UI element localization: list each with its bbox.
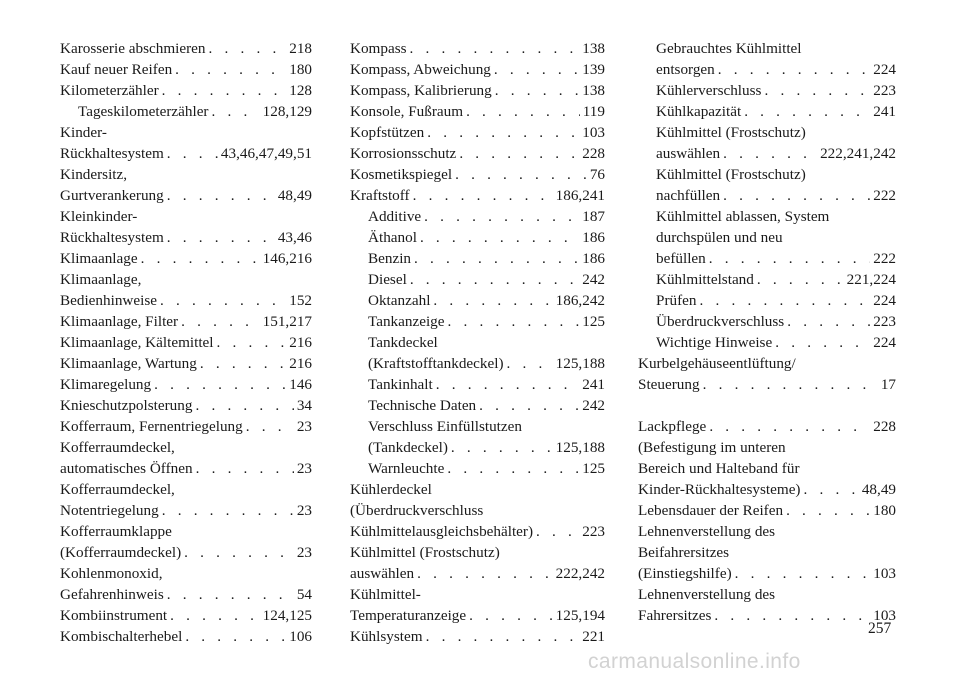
index-entry — [60, 584, 312, 605]
dot-leader — [410, 269, 579, 290]
index-term: Kühlmittel ablassen, System — [656, 208, 830, 225]
dot-leader — [170, 605, 259, 626]
index-entry — [638, 101, 896, 122]
dot-leader — [723, 185, 870, 206]
index-page-ref: 23 — [296, 502, 312, 519]
dot-leader — [212, 101, 260, 122]
dot-leader — [536, 521, 579, 542]
index-term: Kühlerdeckel — [350, 481, 432, 498]
index-entry — [350, 542, 605, 563]
index-entry — [350, 248, 605, 269]
index-page-ref: 103 — [582, 124, 605, 141]
index-page-ref: 186 — [582, 229, 605, 246]
index-entry — [60, 500, 312, 521]
index-entry — [350, 374, 605, 395]
index-term: Rückhaltesystem — [60, 229, 164, 246]
index-entry — [350, 563, 605, 584]
index-page-ref: 180 — [289, 61, 312, 78]
index-page-ref: 23 — [296, 460, 312, 477]
index-term: (Tankdeckel) — [368, 439, 448, 456]
dot-leader — [414, 248, 579, 269]
index-entry — [350, 416, 605, 437]
index-page-ref: 222 — [873, 250, 896, 267]
index-term: (Einstiegshilfe) — [638, 565, 732, 582]
index-term: Prüfen — [656, 292, 697, 309]
index-page-ref: 224 — [873, 334, 896, 351]
dot-leader — [217, 332, 287, 353]
index-page-ref: 152 — [289, 292, 312, 309]
index-term: Gurtverankerung — [60, 187, 164, 204]
dot-leader — [184, 542, 294, 563]
dot-leader — [744, 101, 870, 122]
index-term: auswählen — [656, 145, 721, 162]
index-page-ref: 228 — [582, 145, 605, 162]
index-entry — [638, 605, 896, 626]
dot-leader — [786, 500, 870, 521]
dot-leader — [775, 332, 870, 353]
index-term: Kompass — [350, 40, 407, 57]
index-page-ref: 221 — [582, 628, 605, 645]
index-entry — [638, 38, 896, 59]
index-term: Benzin — [368, 250, 412, 267]
index-entry — [350, 437, 605, 458]
index-term: Bereich und Halteband für — [638, 460, 800, 477]
index-entry — [638, 521, 896, 542]
dot-leader — [709, 248, 870, 269]
index-term: durchspülen und neu — [656, 229, 783, 246]
index-page-ref: 241 — [873, 103, 896, 120]
index-term: nachfüllen — [656, 187, 721, 204]
index-page-ref: 228 — [873, 418, 896, 435]
dot-leader — [455, 164, 587, 185]
index-entry — [638, 206, 896, 227]
dot-leader — [757, 269, 844, 290]
index-term: Kühlmittel (Frostschutz) — [656, 124, 806, 141]
index-entry — [60, 626, 312, 647]
index-page-ref: 139 — [582, 61, 605, 78]
index-page-ref: 222 — [873, 187, 896, 204]
index-entry — [60, 479, 312, 500]
dot-leader — [162, 500, 294, 521]
index-entry — [350, 227, 605, 248]
index-term: Korrosionsschutz — [350, 145, 457, 162]
dot-leader — [420, 227, 579, 248]
index-entry — [60, 437, 312, 458]
dot-leader — [479, 395, 579, 416]
index-term: Fahrersitzes — [638, 607, 712, 624]
index-term: Tankinhalt — [368, 376, 433, 393]
dot-leader — [426, 626, 580, 647]
index-page-ref: 186,242 — [555, 292, 605, 309]
index-entry — [638, 563, 896, 584]
dot-leader — [185, 626, 286, 647]
dot-leader — [723, 143, 817, 164]
index-entry — [60, 605, 312, 626]
index-term: Kombischalterhebel — [60, 628, 183, 645]
index-term: Kühlsystem — [350, 628, 423, 645]
dot-leader — [451, 437, 553, 458]
page-number: 257 — [868, 620, 892, 637]
index-entry — [60, 269, 312, 290]
index-page-ref: 138 — [582, 82, 605, 99]
index-page-ref: 125 — [582, 460, 605, 477]
dot-leader — [507, 353, 553, 374]
index-entry — [638, 227, 896, 248]
index-term: Oktanzahl — [368, 292, 431, 309]
dot-leader — [494, 59, 579, 80]
index-entry — [638, 80, 896, 101]
dot-leader — [714, 605, 870, 626]
index-page-ref: 151,217 — [262, 313, 312, 330]
index-column-2 — [350, 38, 605, 647]
dot-leader — [436, 374, 579, 395]
index-entry — [60, 416, 312, 437]
index-page-ref: 23 — [296, 544, 312, 561]
index-entry — [60, 80, 312, 101]
index-entry — [60, 521, 312, 542]
index-page-ref: 43,46,47,49,51 — [220, 145, 312, 162]
index-page-ref: 242 — [582, 271, 605, 288]
index-entry — [60, 311, 312, 332]
index-term: Beifahrersitzes — [638, 544, 730, 561]
index-page-ref: 216 — [289, 334, 312, 351]
index-entry — [60, 38, 312, 59]
index-entry — [60, 143, 312, 164]
index-term: Tageskilometerzähler — [78, 103, 209, 120]
index-entry — [60, 458, 312, 479]
dot-leader — [417, 563, 553, 584]
index-term: Kindersitz, — [60, 166, 128, 183]
dot-leader — [195, 395, 293, 416]
dot-leader — [448, 311, 580, 332]
index-page-ref: 103 — [873, 565, 896, 582]
index-term: Additive — [368, 208, 422, 225]
watermark: carmanualsonline.info — [588, 650, 801, 673]
index-term: Kühlkapazität — [656, 103, 742, 120]
index-entry — [638, 458, 896, 479]
index-term: Kopfstützen — [350, 124, 425, 141]
index-entry — [60, 374, 312, 395]
index-page-ref: 223 — [873, 82, 896, 99]
index-term: Klimaanlage, Wartung — [60, 355, 197, 372]
index-term: Kühlmittel (Frostschutz) — [350, 544, 500, 561]
index-term: Kosmetikspiegel — [350, 166, 453, 183]
index-page-ref: 34 — [296, 397, 312, 414]
index-entry — [638, 416, 896, 437]
index-page-ref: 138 — [582, 40, 605, 57]
index-term: Kofferraumdeckel, — [60, 439, 175, 456]
index-term: Kohlenmonoxid, — [60, 565, 163, 582]
index-entry — [60, 248, 312, 269]
dot-leader — [804, 479, 859, 500]
dot-leader — [167, 227, 275, 248]
index-page-ref: 125,194 — [555, 607, 605, 624]
index-page-ref: 223 — [873, 313, 896, 330]
dot-leader — [196, 458, 294, 479]
index-term: befüllen — [656, 250, 706, 267]
dot-leader — [718, 59, 870, 80]
index-entry — [60, 227, 312, 248]
index-entry — [350, 605, 605, 626]
index-page-ref: 223 — [582, 523, 605, 540]
index-page-ref: 146 — [289, 376, 312, 393]
index-entry — [638, 122, 896, 143]
index-term: Bedienhinweise — [60, 292, 158, 309]
index-entry — [350, 122, 605, 143]
index-term: Konsole, Fußraum — [350, 103, 464, 120]
index-entry — [638, 353, 896, 374]
index-term: Kleinkinder- — [60, 208, 138, 225]
dot-leader — [181, 311, 260, 332]
index-page-ref: 216 — [289, 355, 312, 372]
index-entry — [350, 269, 605, 290]
index-page-ref: 128,129 — [262, 103, 312, 120]
index-term: Äthanol — [368, 229, 417, 246]
index-term: entsorgen — [656, 61, 715, 78]
index-page-ref: 224 — [873, 61, 896, 78]
index-page-ref: 186 — [582, 250, 605, 267]
index-entry — [60, 542, 312, 563]
index-entry — [638, 542, 896, 563]
index-entry — [638, 374, 896, 395]
dot-leader — [200, 353, 286, 374]
index-term: Kühlmittel- — [350, 586, 421, 603]
dot-leader — [160, 290, 286, 311]
dot-leader — [154, 374, 286, 395]
index-page-ref: 125,188 — [555, 439, 605, 456]
dot-leader — [433, 290, 552, 311]
index-page-ref: 48,49 — [861, 481, 896, 498]
index-entry — [350, 143, 605, 164]
index-entry — [60, 122, 312, 143]
index-term: Kofferraum, Fernentriegelung — [60, 418, 243, 435]
index-entry — [350, 395, 605, 416]
index-term: Lehnenverstellung des — [638, 523, 776, 540]
index-page-ref: 48,49 — [277, 187, 312, 204]
index-entry — [638, 290, 896, 311]
index-entry — [350, 38, 605, 59]
index-term: Kinder-Rückhaltesysteme) — [638, 481, 801, 498]
index-entry — [638, 479, 896, 500]
index-term: (Kraftstofftankdeckel) — [368, 355, 504, 372]
index-page-ref: 222,241,242 — [820, 145, 896, 162]
index-term: Tankdeckel — [368, 334, 438, 351]
index-term: Lebensdauer der Reifen — [638, 502, 784, 519]
index-term: Kühlmittel (Frostschutz) — [656, 166, 806, 183]
index-term: Kilometerzähler — [60, 82, 159, 99]
index-entry — [350, 290, 605, 311]
index-page-ref: 103 — [873, 607, 896, 624]
index-term: Kraftstoff — [350, 187, 410, 204]
dot-leader — [447, 458, 579, 479]
dot-leader — [495, 80, 579, 101]
index-entry — [350, 164, 605, 185]
index-term: Klimaanlage, Filter — [60, 313, 179, 330]
index-entry — [350, 80, 605, 101]
index-page-ref: 146,216 — [262, 250, 312, 267]
index-term: Überdruckverschluss — [656, 313, 785, 330]
index-entry — [350, 353, 605, 374]
index-page-ref: 76 — [589, 166, 605, 183]
index-term: Lackpflege — [638, 418, 707, 435]
index-term: Kinder- — [60, 124, 107, 141]
index-page-ref: 119 — [582, 103, 605, 120]
index-entry — [638, 584, 896, 605]
index-page-ref: 54 — [296, 586, 312, 603]
dot-leader — [208, 38, 286, 59]
index-page-ref: 180 — [873, 502, 896, 519]
index-entry — [350, 59, 605, 80]
index-page-ref: 241 — [582, 376, 605, 393]
dot-leader — [162, 80, 287, 101]
index-entry — [638, 185, 896, 206]
index-term: automatisches Öffnen — [60, 460, 193, 477]
index-column-1 — [60, 38, 312, 647]
dot-leader — [410, 38, 580, 59]
index-term: Karosserie abschmieren — [60, 40, 206, 57]
index-entry — [638, 164, 896, 185]
index-term: Kauf neuer Reifen — [60, 61, 173, 78]
index-term: Kombiinstrument — [60, 607, 168, 624]
index-term: Kofferraumklappe — [60, 523, 172, 540]
dot-leader — [459, 143, 579, 164]
index-term: Klimaanlage — [60, 250, 138, 267]
index-entry — [60, 101, 312, 122]
index-term: Verschluss Einfüllstutzen — [368, 418, 522, 435]
dot-leader — [764, 80, 870, 101]
dot-leader — [167, 584, 294, 605]
index-entry — [638, 143, 896, 164]
index-page-ref: 124,125 — [262, 607, 312, 624]
dot-leader — [703, 374, 878, 395]
index-term: Klimaanlage, — [60, 271, 142, 288]
dot-leader — [787, 311, 870, 332]
index-page-ref: 187 — [582, 208, 605, 225]
index-term: Diesel — [368, 271, 407, 288]
index-entry — [60, 59, 312, 80]
index-term: auswählen — [350, 565, 415, 582]
index-entry — [638, 437, 896, 458]
index-term: Gefahrenhinweis — [60, 586, 164, 603]
index-entry — [60, 290, 312, 311]
index-term: Lehnenverstellung des — [638, 586, 776, 603]
index-entry — [350, 479, 605, 500]
dot-leader — [700, 290, 871, 311]
index-entry — [638, 311, 896, 332]
index-entry — [350, 521, 605, 542]
dot-leader — [709, 416, 870, 437]
index-entry — [350, 311, 605, 332]
index-page-ref: 43,46 — [277, 229, 312, 246]
dot-leader — [466, 101, 580, 122]
index-column-3 — [638, 38, 896, 626]
dot-leader — [469, 605, 552, 626]
index-term: Notentriegelung — [60, 502, 159, 519]
index-entry — [350, 101, 605, 122]
index-page-ref: 186,241 — [555, 187, 605, 204]
index-entry — [350, 185, 605, 206]
dot-leader — [175, 59, 286, 80]
index-entry — [638, 332, 896, 353]
index-entry — [60, 353, 312, 374]
dot-leader — [141, 248, 260, 269]
index-term: Kofferraumdeckel, — [60, 481, 175, 498]
index-entry — [350, 584, 605, 605]
index-term: Klimaregelung — [60, 376, 152, 393]
index-spacer — [638, 395, 896, 416]
index-entry — [350, 332, 605, 353]
index-page-ref: 128 — [289, 82, 312, 99]
index-entry — [638, 500, 896, 521]
index-term: Warnleuchte — [368, 460, 445, 477]
dot-leader — [424, 206, 579, 227]
dot-leader — [167, 143, 218, 164]
index-entry — [60, 206, 312, 227]
index-term: Wichtige Hinweise — [656, 334, 773, 351]
index-term: Kühlmittelausgleichsbehälter) — [350, 523, 534, 540]
index-entry — [638, 248, 896, 269]
index-entry — [60, 395, 312, 416]
dot-leader — [246, 416, 294, 437]
dot-leader — [413, 185, 553, 206]
index-term: Kompass, Kalibrierung — [350, 82, 492, 99]
index-term: Kompass, Abweichung — [350, 61, 491, 78]
index-page-ref: 221,224 — [846, 271, 896, 288]
index-term: Technische Daten — [368, 397, 477, 414]
index-page-ref: 106 — [289, 628, 312, 645]
index-term: Gebrauchtes Kühlmittel — [656, 40, 802, 57]
index-term: Kühlmittelstand — [656, 271, 754, 288]
index-term: Temperaturanzeige — [350, 607, 467, 624]
index-entry — [60, 563, 312, 584]
dot-leader — [167, 185, 275, 206]
index-entry — [638, 269, 896, 290]
index-page-ref: 218 — [289, 40, 312, 57]
index-term: Klimaanlage, Kältemittel — [60, 334, 214, 351]
index-entry — [350, 500, 605, 521]
index-page-ref: 125,188 — [555, 355, 605, 372]
index-term: (Befestigung im unteren — [638, 439, 786, 456]
index-term: Kühlerverschluss — [656, 82, 762, 99]
index-page-ref: 23 — [296, 418, 312, 435]
index-page-ref: 125 — [582, 313, 605, 330]
index-entry — [350, 458, 605, 479]
index-page-ref: 222,242 — [555, 565, 605, 582]
index-entry — [350, 206, 605, 227]
index-term: (Kofferraumdeckel) — [60, 544, 182, 561]
index-entry — [60, 164, 312, 185]
index-entry — [60, 332, 312, 353]
index-term: Tankanzeige — [368, 313, 445, 330]
index-entry — [60, 185, 312, 206]
index-term: Steuerung — [638, 376, 700, 393]
index-page-ref: 242 — [582, 397, 605, 414]
index-term: Knieschutzpolsterung — [60, 397, 193, 414]
dot-leader — [735, 563, 871, 584]
index-term: Rückhaltesystem — [60, 145, 164, 162]
index-term: Kurbelgehäuseentlüftung/ — [638, 355, 796, 372]
index-page-ref: 224 — [873, 292, 896, 309]
index-page-ref: 17 — [880, 376, 896, 393]
index-entry — [638, 59, 896, 80]
index-entry — [350, 626, 605, 647]
index-term: (Überdruckverschluss — [350, 502, 484, 519]
dot-leader — [427, 122, 579, 143]
